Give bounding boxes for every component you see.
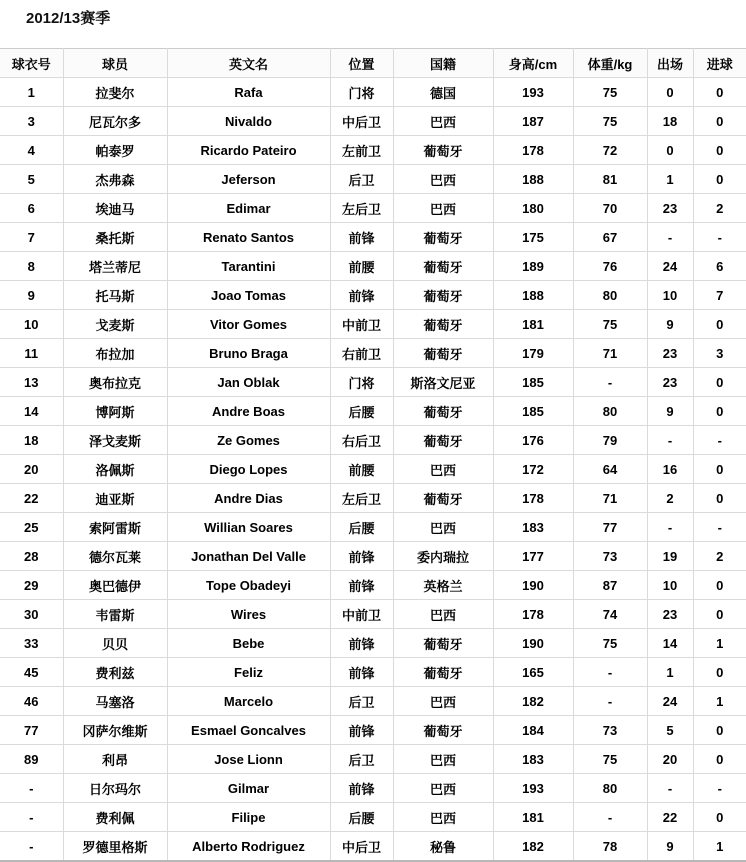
cell-appearances: 1	[647, 165, 693, 194]
column-header-player-name: 球员	[63, 49, 167, 78]
cell-goals: 7	[693, 281, 746, 310]
cell-weight-kg: 80	[573, 774, 647, 803]
cell-weight-kg: 75	[573, 310, 647, 339]
cell-player-name: 费利兹	[63, 658, 167, 687]
cell-player-name: 奥巴德伊	[63, 571, 167, 600]
table-row	[0, 339, 746, 368]
column-header-goals: 进球	[693, 49, 746, 78]
cell-appearances: 0	[647, 78, 693, 107]
cell-jersey-number: 33	[0, 629, 63, 658]
cell-position: 后卫	[330, 165, 393, 194]
cell-jersey-number: 20	[0, 455, 63, 484]
cell-appearances: 19	[647, 542, 693, 571]
table-row	[0, 600, 746, 629]
cell-goals: 2	[693, 542, 746, 571]
cell-goals: 0	[693, 107, 746, 136]
cell-nationality: 委内瑞拉	[393, 542, 493, 571]
cell-goals: 0	[693, 484, 746, 513]
cell-jersey-number: 77	[0, 716, 63, 745]
cell-height-cm: 190	[493, 629, 573, 658]
cell-appearances: 1	[647, 658, 693, 687]
cell-player-name: 罗德里格斯	[63, 832, 167, 862]
cell-goals: 6	[693, 252, 746, 281]
cell-height-cm: 190	[493, 571, 573, 600]
cell-nationality: 葡萄牙	[393, 252, 493, 281]
cell-english-name: Gilmar	[167, 774, 330, 803]
cell-weight-kg: 75	[573, 629, 647, 658]
cell-english-name: Tarantini	[167, 252, 330, 281]
table-row	[0, 455, 746, 484]
cell-goals: 0	[693, 745, 746, 774]
cell-weight-kg: 67	[573, 223, 647, 252]
cell-english-name: Filipe	[167, 803, 330, 832]
table-row	[0, 687, 746, 716]
cell-jersey-number: 46	[0, 687, 63, 716]
cell-goals: 1	[693, 687, 746, 716]
cell-appearances: 9	[647, 832, 693, 862]
cell-player-name: 费利佩	[63, 803, 167, 832]
cell-nationality: 巴西	[393, 803, 493, 832]
cell-height-cm: 193	[493, 774, 573, 803]
cell-weight-kg: 75	[573, 78, 647, 107]
cell-position: 前锋	[330, 716, 393, 745]
cell-appearances: 5	[647, 716, 693, 745]
table-row	[0, 571, 746, 600]
cell-player-name: 韦雷斯	[63, 600, 167, 629]
cell-appearances: -	[647, 426, 693, 455]
cell-jersey-number: 6	[0, 194, 63, 223]
cell-english-name: Alberto Rodriguez	[167, 832, 330, 862]
cell-english-name: Bruno Braga	[167, 339, 330, 368]
cell-position: 右后卫	[330, 426, 393, 455]
cell-nationality: 巴西	[393, 194, 493, 223]
cell-jersey-number: 18	[0, 426, 63, 455]
table-row	[0, 252, 746, 281]
cell-height-cm: 180	[493, 194, 573, 223]
cell-appearances: 10	[647, 571, 693, 600]
cell-position: 前锋	[330, 542, 393, 571]
cell-english-name: Jan Oblak	[167, 368, 330, 397]
cell-nationality: 巴西	[393, 687, 493, 716]
column-header-jersey-number: 球衣号	[0, 49, 63, 78]
cell-player-name: 德尔瓦莱	[63, 542, 167, 571]
cell-nationality: 巴西	[393, 513, 493, 542]
cell-goals: 0	[693, 716, 746, 745]
table-row	[0, 194, 746, 223]
cell-nationality: 巴西	[393, 600, 493, 629]
table-row	[0, 513, 746, 542]
cell-appearances: 24	[647, 687, 693, 716]
cell-english-name: Jonathan Del Valle	[167, 542, 330, 571]
cell-position: 中后卫	[330, 832, 393, 862]
cell-nationality: 葡萄牙	[393, 339, 493, 368]
cell-height-cm: 193	[493, 78, 573, 107]
cell-nationality: 葡萄牙	[393, 223, 493, 252]
cell-appearances: 22	[647, 803, 693, 832]
cell-weight-kg: 77	[573, 513, 647, 542]
cell-height-cm: 185	[493, 368, 573, 397]
cell-english-name: Andre Dias	[167, 484, 330, 513]
cell-position: 左后卫	[330, 194, 393, 223]
cell-appearances: 23	[647, 600, 693, 629]
table-row	[0, 484, 746, 513]
cell-goals: 0	[693, 78, 746, 107]
cell-appearances: 24	[647, 252, 693, 281]
cell-height-cm: 182	[493, 832, 573, 862]
column-header-height-cm: 身高/cm	[493, 49, 573, 78]
cell-goals: -	[693, 513, 746, 542]
cell-position: 后卫	[330, 687, 393, 716]
cell-nationality: 巴西	[393, 107, 493, 136]
cell-appearances: 9	[647, 397, 693, 426]
cell-jersey-number: 89	[0, 745, 63, 774]
cell-player-name: 塔兰蒂尼	[63, 252, 167, 281]
cell-weight-kg: -	[573, 803, 647, 832]
cell-goals: 0	[693, 455, 746, 484]
table-row	[0, 397, 746, 426]
cell-height-cm: 183	[493, 513, 573, 542]
cell-nationality: 巴西	[393, 455, 493, 484]
cell-goals: 0	[693, 310, 746, 339]
cell-appearances: 16	[647, 455, 693, 484]
cell-weight-kg: 78	[573, 832, 647, 862]
cell-nationality: 巴西	[393, 774, 493, 803]
cell-position: 前锋	[330, 658, 393, 687]
cell-player-name: 桑托斯	[63, 223, 167, 252]
header-row	[0, 49, 746, 78]
cell-appearances: 23	[647, 368, 693, 397]
cell-nationality: 德国	[393, 78, 493, 107]
table-row	[0, 716, 746, 745]
cell-jersey-number: 3	[0, 107, 63, 136]
table-row	[0, 832, 746, 862]
cell-weight-kg: 74	[573, 600, 647, 629]
cell-position: 前锋	[330, 571, 393, 600]
cell-weight-kg: 75	[573, 107, 647, 136]
cell-height-cm: 184	[493, 716, 573, 745]
cell-weight-kg: 73	[573, 716, 647, 745]
cell-player-name: 索阿雷斯	[63, 513, 167, 542]
cell-goals: 0	[693, 803, 746, 832]
cell-position: 中后卫	[330, 107, 393, 136]
cell-player-name: 奥布拉克	[63, 368, 167, 397]
cell-nationality: 巴西	[393, 745, 493, 774]
cell-height-cm: 178	[493, 600, 573, 629]
cell-weight-kg: 72	[573, 136, 647, 165]
cell-height-cm: 189	[493, 252, 573, 281]
cell-position: 后腰	[330, 803, 393, 832]
cell-weight-kg: -	[573, 658, 647, 687]
cell-weight-kg: 87	[573, 571, 647, 600]
cell-height-cm: 178	[493, 136, 573, 165]
cell-english-name: Jose Lionn	[167, 745, 330, 774]
cell-jersey-number: 5	[0, 165, 63, 194]
column-header-nationality: 国籍	[393, 49, 493, 78]
cell-player-name: 戈麦斯	[63, 310, 167, 339]
cell-player-name: 洛佩斯	[63, 455, 167, 484]
cell-goals: 0	[693, 600, 746, 629]
cell-jersey-number: 13	[0, 368, 63, 397]
cell-jersey-number: -	[0, 774, 63, 803]
table-row	[0, 542, 746, 571]
cell-jersey-number: 7	[0, 223, 63, 252]
cell-height-cm: 185	[493, 397, 573, 426]
cell-jersey-number: 22	[0, 484, 63, 513]
cell-appearances: 14	[647, 629, 693, 658]
cell-position: 前锋	[330, 281, 393, 310]
table-row	[0, 426, 746, 455]
cell-weight-kg: 80	[573, 281, 647, 310]
cell-weight-kg: 75	[573, 745, 647, 774]
cell-jersey-number: 1	[0, 78, 63, 107]
cell-jersey-number: -	[0, 832, 63, 862]
cell-jersey-number: 9	[0, 281, 63, 310]
cell-player-name: 日尔玛尔	[63, 774, 167, 803]
cell-goals: 1	[693, 832, 746, 862]
cell-english-name: Tope Obadeyi	[167, 571, 330, 600]
cell-height-cm: 181	[493, 803, 573, 832]
cell-player-name: 博阿斯	[63, 397, 167, 426]
cell-goals: -	[693, 426, 746, 455]
cell-position: 前腰	[330, 252, 393, 281]
cell-appearances: 18	[647, 107, 693, 136]
cell-height-cm: 172	[493, 455, 573, 484]
cell-position: 后腰	[330, 513, 393, 542]
cell-position: 门将	[330, 78, 393, 107]
cell-nationality: 葡萄牙	[393, 484, 493, 513]
cell-goals: 0	[693, 658, 746, 687]
cell-position: 门将	[330, 368, 393, 397]
cell-appearances: 23	[647, 339, 693, 368]
cell-goals: 0	[693, 368, 746, 397]
cell-weight-kg: -	[573, 368, 647, 397]
cell-player-name: 迪亚斯	[63, 484, 167, 513]
cell-height-cm: 179	[493, 339, 573, 368]
season-table	[0, 48, 746, 862]
cell-appearances: -	[647, 513, 693, 542]
table-row	[0, 310, 746, 339]
cell-nationality: 葡萄牙	[393, 658, 493, 687]
column-header-appearances: 出场	[647, 49, 693, 78]
cell-english-name: Joao Tomas	[167, 281, 330, 310]
cell-height-cm: 178	[493, 484, 573, 513]
cell-jersey-number: 8	[0, 252, 63, 281]
cell-english-name: Ze Gomes	[167, 426, 330, 455]
table-body	[0, 78, 746, 862]
cell-position: 中前卫	[330, 310, 393, 339]
cell-nationality: 葡萄牙	[393, 281, 493, 310]
cell-english-name: Wires	[167, 600, 330, 629]
cell-jersey-number: 29	[0, 571, 63, 600]
cell-english-name: Esmael Goncalves	[167, 716, 330, 745]
cell-goals: 1	[693, 629, 746, 658]
table-row	[0, 368, 746, 397]
cell-english-name: Bebe	[167, 629, 330, 658]
cell-height-cm: 175	[493, 223, 573, 252]
table-row	[0, 745, 746, 774]
cell-player-name: 托马斯	[63, 281, 167, 310]
cell-nationality: 葡萄牙	[393, 716, 493, 745]
cell-position: 前锋	[330, 629, 393, 658]
cell-player-name: 利昂	[63, 745, 167, 774]
cell-goals: 2	[693, 194, 746, 223]
column-header-position: 位置	[330, 49, 393, 78]
cell-weight-kg: 71	[573, 484, 647, 513]
cell-jersey-number: 45	[0, 658, 63, 687]
cell-jersey-number: 14	[0, 397, 63, 426]
cell-height-cm: 188	[493, 165, 573, 194]
cell-position: 后腰	[330, 397, 393, 426]
table-row	[0, 774, 746, 803]
cell-weight-kg: -	[573, 687, 647, 716]
cell-height-cm: 187	[493, 107, 573, 136]
cell-nationality: 秘鲁	[393, 832, 493, 862]
cell-weight-kg: 79	[573, 426, 647, 455]
cell-goals: 3	[693, 339, 746, 368]
cell-nationality: 葡萄牙	[393, 629, 493, 658]
cell-height-cm: 181	[493, 310, 573, 339]
cell-position: 左前卫	[330, 136, 393, 165]
cell-height-cm: 183	[493, 745, 573, 774]
cell-goals: 0	[693, 397, 746, 426]
cell-position: 前锋	[330, 223, 393, 252]
cell-appearances: -	[647, 774, 693, 803]
cell-appearances: 23	[647, 194, 693, 223]
cell-nationality: 葡萄牙	[393, 310, 493, 339]
cell-goals: -	[693, 774, 746, 803]
cell-appearances: 2	[647, 484, 693, 513]
cell-english-name: Jeferson	[167, 165, 330, 194]
cell-player-name: 冈萨尔维斯	[63, 716, 167, 745]
cell-english-name: Marcelo	[167, 687, 330, 716]
cell-english-name: Andre Boas	[167, 397, 330, 426]
cell-jersey-number: 25	[0, 513, 63, 542]
table-row	[0, 658, 746, 687]
cell-position: 前腰	[330, 455, 393, 484]
cell-height-cm: 176	[493, 426, 573, 455]
cell-appearances: 0	[647, 136, 693, 165]
cell-nationality: 葡萄牙	[393, 136, 493, 165]
column-header-weight-kg: 体重/kg	[573, 49, 647, 78]
cell-player-name: 布拉加	[63, 339, 167, 368]
cell-weight-kg: 81	[573, 165, 647, 194]
cell-jersey-number: 4	[0, 136, 63, 165]
table-row	[0, 281, 746, 310]
cell-nationality: 斯洛文尼亚	[393, 368, 493, 397]
cell-height-cm: 182	[493, 687, 573, 716]
table-row	[0, 78, 746, 107]
cell-goals: 0	[693, 136, 746, 165]
table-row	[0, 136, 746, 165]
cell-height-cm: 188	[493, 281, 573, 310]
cell-english-name: Nivaldo	[167, 107, 330, 136]
cell-player-name: 杰弗森	[63, 165, 167, 194]
page-title: 2012/13赛季	[26, 10, 111, 27]
cell-english-name: Rafa	[167, 78, 330, 107]
cell-english-name: Diego Lopes	[167, 455, 330, 484]
cell-player-name: 埃迪马	[63, 194, 167, 223]
table-row	[0, 223, 746, 252]
cell-appearances: -	[647, 223, 693, 252]
cell-position: 右前卫	[330, 339, 393, 368]
cell-english-name: Edimar	[167, 194, 330, 223]
cell-nationality: 葡萄牙	[393, 397, 493, 426]
cell-jersey-number: 11	[0, 339, 63, 368]
cell-english-name: Willian Soares	[167, 513, 330, 542]
cell-goals: 0	[693, 571, 746, 600]
cell-player-name: 拉斐尔	[63, 78, 167, 107]
cell-weight-kg: 71	[573, 339, 647, 368]
cell-jersey-number: 10	[0, 310, 63, 339]
cell-player-name: 泽戈麦斯	[63, 426, 167, 455]
cell-position: 中前卫	[330, 600, 393, 629]
column-header-english-name: 英文名	[167, 49, 330, 78]
cell-appearances: 10	[647, 281, 693, 310]
cell-goals: 0	[693, 165, 746, 194]
cell-player-name: 尼瓦尔多	[63, 107, 167, 136]
cell-height-cm: 177	[493, 542, 573, 571]
cell-player-name: 贝贝	[63, 629, 167, 658]
cell-position: 左后卫	[330, 484, 393, 513]
cell-nationality: 葡萄牙	[393, 426, 493, 455]
table-row	[0, 629, 746, 658]
cell-appearances: 9	[647, 310, 693, 339]
cell-goals: -	[693, 223, 746, 252]
cell-weight-kg: 80	[573, 397, 647, 426]
table-row	[0, 165, 746, 194]
cell-weight-kg: 73	[573, 542, 647, 571]
cell-weight-kg: 76	[573, 252, 647, 281]
cell-weight-kg: 64	[573, 455, 647, 484]
cell-player-name: 帕泰罗	[63, 136, 167, 165]
cell-height-cm: 165	[493, 658, 573, 687]
cell-position: 前锋	[330, 774, 393, 803]
cell-player-name: 马塞洛	[63, 687, 167, 716]
cell-appearances: 20	[647, 745, 693, 774]
cell-english-name: Vitor Gomes	[167, 310, 330, 339]
cell-jersey-number: -	[0, 803, 63, 832]
cell-english-name: Ricardo Pateiro	[167, 136, 330, 165]
cell-position: 后卫	[330, 745, 393, 774]
cell-jersey-number: 30	[0, 600, 63, 629]
cell-weight-kg: 70	[573, 194, 647, 223]
cell-jersey-number: 28	[0, 542, 63, 571]
cell-nationality: 巴西	[393, 165, 493, 194]
table-row	[0, 803, 746, 832]
cell-english-name: Renato Santos	[167, 223, 330, 252]
table-row	[0, 107, 746, 136]
cell-english-name: Feliz	[167, 658, 330, 687]
cell-nationality: 英格兰	[393, 571, 493, 600]
